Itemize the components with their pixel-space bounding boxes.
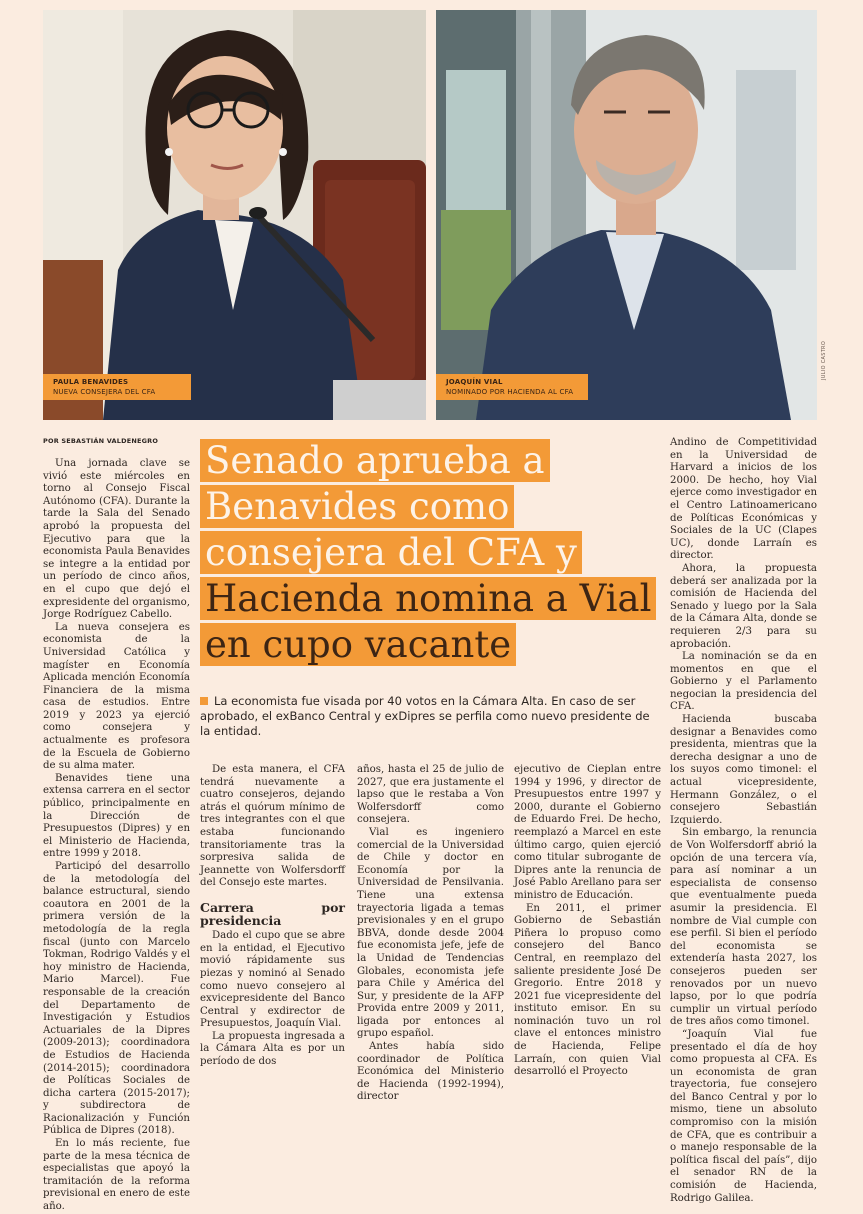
article-column-5 xyxy=(670,437,817,1205)
paragraph: ejecutivo de Cieplan entre 1994 y 1996, y director de Presupuestos entre 1997 y 2000, durante el Gobierno de Eduardo Frei. De hecho, reemplazó a Marcel en este último cargo, quien ejerció como titular subrogante de Dipres ante la renuncia de José Pablo Arellano para ser ministro de Educación. xyxy=(514,764,661,901)
paragraph: Hacienda buscaba designar a Benavides como presidenta, mientras que la derecha designar a uno de los suyos como timonel: el actual vicepresidente, Hermann González, o el consejero Sebastián Izquierdo. xyxy=(670,714,817,826)
paragraph: Participó del desarrollo de la metodología del balance estructural, siendo coautora en 2001 de la primera versión de la metodología de la regla fiscal (junto con Marcelo Tokman, Rodrigo Valdés y el hoy ministro de Hacienda, Mario Marcel). Fue responsable de la creación del Departamento de Investigación y Estudios Actuariales de la Dipres (2009-2013); coordinadora de Estudios de Hacienda (2014-2015); coordinadora de Políticas Sociales de dicha cartera (2015-2017); y subdirectora de Racionalización y Función Pública de Dipres (2018). xyxy=(43,861,190,1137)
paragraph: En 2011, el primer Gobierno de Sebastián Piñera lo propuso como consejero del Banco Central, en reemplazo del saliente presidente José De Gregorio. Entre 2018 y 2021 fue vicepresidente del instituto emisor. En su nominación tuvo un rol clave el entonces ministro de Hacienda, Felipe Larraín, con quien Vial desarrolló el Proyecto xyxy=(514,902,661,1078)
paragraph: Andino de Competitividad en la Universidad de Harvard a inicios de los 2000. De hecho, hoy Vial ejerce como investigador en el Centro Latinoamericano de Políticas Económicas y Sociales de la UC (Clapes UC), donde Larraín es director. xyxy=(670,437,817,562)
paragraph: Antes había sido coordinador de Política Económica del Ministerio de Hacienda (1992-1994), director xyxy=(357,1041,504,1103)
paragraph: Benavides tiene una extensa carrera en el sector público, principalmente en la Dirección de Presupuestos (Dipres) y en el Ministerio de Hacienda, entre 1999 y 2018. xyxy=(43,772,190,860)
article-column-3 xyxy=(357,764,504,1104)
portrait-illustration-right xyxy=(436,10,817,420)
article-column-2 xyxy=(200,764,345,1069)
deck-summary xyxy=(200,694,655,739)
article-column-1 xyxy=(43,458,190,1214)
paragraph: Ahora, la propuesta deberá ser analizada por la comisión de Hacienda del Senado y luego por la Sala de la Cámara Alta, donde se requieren 2/3 para su aprobación. xyxy=(670,562,817,650)
paragraph: La propuesta ingresada a la Cámara Alta es por un período de dos xyxy=(200,1030,345,1068)
photo-paula-benavides xyxy=(43,10,426,420)
caption-name: JOAQUÍN VIAL xyxy=(446,378,503,386)
paragraph: En lo más reciente, fue parte de la mesa técnica de especialistas que apoyó la tramitación de la reforma previsional en enero de este año. xyxy=(43,1138,190,1213)
caption-name: PAULA BENAVIDES xyxy=(53,378,129,386)
caption-role: NUEVA CONSEJERA DEL CFA xyxy=(53,388,156,396)
caption-role: NOMINADO POR HACIENDA AL CFA xyxy=(446,388,574,396)
deck-text: La economista fue visada por 40 votos en la Cámara Alta. En caso de ser aprobado, el exBanco Central y exDipres se perfila como nuevo presidente de la entidad. xyxy=(200,694,650,738)
paragraph: La nominación se da en momentos en que el Gobierno y el Parlamento negocian la presidencia del CFA. xyxy=(670,651,817,713)
photo-caption-right xyxy=(436,374,588,400)
paragraph: Dado el cupo que se abre en la entidad, el Ejecutivo movió rápidamente sus piezas y nominó al Senado como nuevo consejero al exvicepresidente del Banco Central y exdirector de Presupuestos, Joaquín Vial. xyxy=(200,930,345,1030)
photo-credit: JULIO CASTRO xyxy=(821,340,827,380)
paragraph: Sin embargo, la renuncia de Von Wolfersdorff abrió la opción de una tercera vía, para así nominar a un especialista de consenso que eventualmente pueda asumir la presidencia. El nombre de Vial cumple con ese perfil. Si bien el período del economista se extendería hasta 2027, los consejeros pueden ser renovados por un nuevo lapso, por lo que podría cumplir un virtual período de tres años como timonel. xyxy=(670,827,817,1028)
photo-joaquin-vial xyxy=(436,10,817,420)
subhead-carrera: Carrera por presidencia xyxy=(200,899,345,928)
headline xyxy=(200,438,660,668)
portrait-illustration-left xyxy=(43,10,426,420)
paragraph: Vial es ingeniero comercial de la Universidad de Chile y doctor en Economía por la Universidad de Pensilvania. Tiene una extensa trayectoria ligada a temas previsionales y en el grupo BBVA, donde desde 2004 fue economista jefe, jefe de la Unidad de Tendencias Globales, economista jefe para Chile y América del Sur, y presidente de la AFP Provida entre 2009 y 2011, ligada por entonces al grupo español. xyxy=(357,826,504,1040)
byline: POR SEBASTIÁN VALDENEGRO xyxy=(43,437,159,445)
paragraph: años, hasta el 25 de julio de 2027, que era justamente el lapso que le restaba a Von Wolfersdorff como consejera. xyxy=(357,764,504,826)
square-bullet-icon xyxy=(200,697,208,705)
article-column-4 xyxy=(514,764,661,1079)
photo-caption-left xyxy=(43,374,191,400)
paragraph: De esta manera, el CFA tendrá nuevamente a cuatro consejeros, dejando atrás el quórum mínimo de tres integrantes con el que estaba funcionando transitoriamente tras la sorpresiva salida de Jeannette von Wolfersdorff del Consejo este martes. xyxy=(200,764,345,889)
paragraph: Una jornada clave se vivió este miércoles en torno al Consejo Fiscal Autónomo (CFA). Durante la tarde la Sala del Senado aprobó la propuesta del Ejecutivo para que la economista Paula Benavides se integre a la entidad por un período de cinco años, en el cupo que dejó el expresidente del organismo, Jorge Rodríguez Cabello. xyxy=(43,458,190,621)
paragraph: “Joaquín Vial fue presentado el día de hoy como propuesta al CFA. Es un economista de gran trayectoria, fue consejero del Banco Central y por lo mismo, tiene un absoluto compromiso con la misión de CFA, que es contribuir a o manejo responsable de la política fiscal del país”, dijo el senador RN de la comisión de Hacienda, Rodrigo Galilea. xyxy=(670,1028,817,1204)
headline-part1: Senado aprueba a Benavides como consejera del CFA y xyxy=(200,439,582,574)
headline-part2: Hacienda nomina a Vial en cupo vacante xyxy=(200,577,656,666)
paragraph: La nueva consejera es economista de la Universidad Católica y magíster en Economía Aplicada mención Economía Financiera de la misma casa de estudios. Entre 2019 y 2023 ya ejerció como consejera y actualmente es profesora de la Escuela de Gobierno de su alma mater. xyxy=(43,621,190,772)
